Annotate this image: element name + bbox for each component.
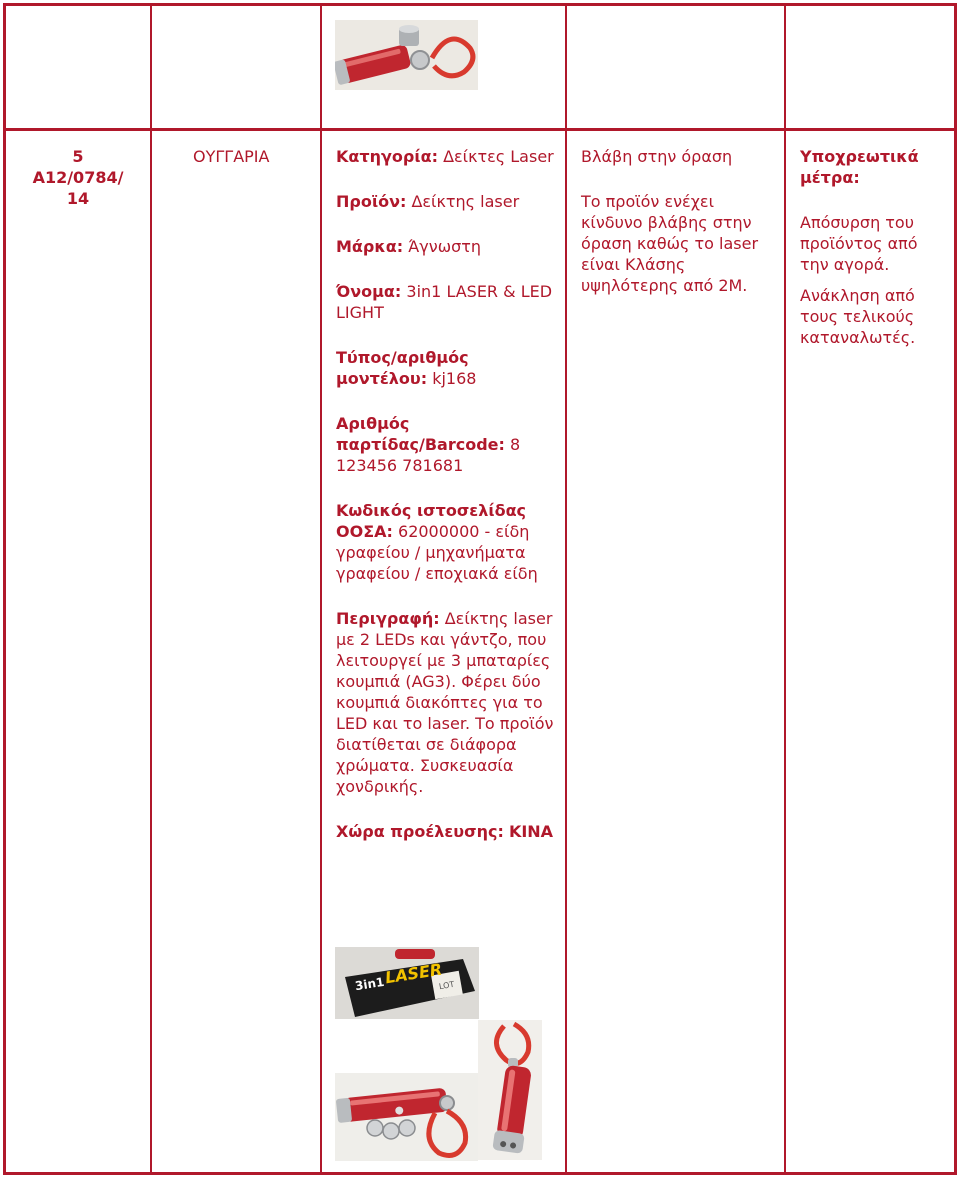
field-value: kj168	[432, 369, 477, 388]
product-name	[336, 281, 556, 323]
column-divider	[784, 3, 786, 1175]
measure-item: Ανάκληση από τους τελικούς καταναλωτές.	[800, 286, 916, 347]
product-barcode	[336, 413, 556, 476]
field-label: Κατηγορία:	[336, 147, 438, 166]
product-oecd-code	[336, 500, 556, 584]
column-divider	[150, 3, 152, 1175]
product-origin	[336, 821, 556, 842]
product-category	[336, 146, 556, 167]
product-type	[336, 191, 556, 212]
reference-number-suffix: 14	[66, 189, 90, 208]
measure-item: Απόσυρση του προϊόντος από την αγορά.	[800, 213, 918, 274]
product-cell	[336, 146, 556, 866]
reference-number: A12/0784/	[32, 168, 124, 187]
column-divider	[565, 3, 567, 1175]
field-value: 8 123456 781681	[336, 435, 521, 475]
product-model	[336, 347, 556, 389]
row-number: 5	[72, 147, 84, 166]
package-product-text: LASER	[383, 959, 444, 988]
measures-label	[800, 146, 950, 188]
column-divider	[320, 3, 322, 1175]
field-label: Περιγραφή:	[336, 609, 440, 628]
package-brand-text: 3in1	[354, 974, 386, 994]
risk-title: Βλάβη στην όραση	[581, 147, 733, 166]
field-label: Αριθμός παρτίδας/Barcode:	[336, 414, 505, 454]
row-number-cell	[8, 146, 148, 209]
risk-cell	[581, 146, 776, 320]
field-label: Χώρα προέλευσης:	[336, 822, 504, 841]
risk-description: Το προϊόν ενέχει κίνδυνο βλάβης στην όραση καθώς το laser είναι Κλάσης υψηλότερης από 2M.	[581, 192, 759, 295]
product-brand	[336, 236, 556, 257]
field-value: 62000000 - είδη γραφείου / μηχανήματα γραφείου / εποχιακά είδη	[336, 522, 538, 583]
field-label: Όνομα:	[336, 282, 402, 301]
notifying-country: ΟΥΓΓΑΡΙΑ	[193, 147, 270, 166]
measures-cell	[800, 146, 950, 372]
field-value: Άγνωστη	[408, 237, 482, 256]
field-label: Μάρκα:	[336, 237, 404, 256]
field-value: Δείκτης laser με 2 LEDs και γάντζο, που λειτουργεί με 3 μπαταρίες κουμπιά (AG3). Φέρει δύο κουμπιά διακόπτες για το LED και το laser. Το προϊόν διατίθεται σε διάφορα χρώματα. Συσκευασία χονδρικής.	[336, 609, 554, 796]
field-value: ΚΙΝΑ	[508, 822, 554, 841]
field-value: Δείκτης laser	[411, 192, 520, 211]
field-label: Κωδικός ιστοσελίδας ΟΟΣΑ:	[336, 501, 527, 541]
package-photo	[335, 947, 479, 1019]
country-cell	[193, 146, 318, 167]
package-sticker-text: LOT	[438, 979, 456, 992]
field-label: Τύπος/αριθμός μοντέλου:	[336, 348, 469, 388]
field-value: Δείκτες Laser	[443, 147, 554, 166]
product-description	[336, 608, 556, 797]
row-divider	[3, 128, 957, 131]
laser-hanging-photo	[478, 1020, 542, 1160]
field-value: 3in1 LASER & LED LIGHT	[336, 282, 553, 322]
product-photo-top	[335, 20, 478, 90]
field-label: Προϊόν:	[336, 192, 407, 211]
laser-batteries-photo	[335, 1073, 478, 1161]
measures-label-text: Υποχρεωτικά μέτρα:	[800, 147, 919, 187]
